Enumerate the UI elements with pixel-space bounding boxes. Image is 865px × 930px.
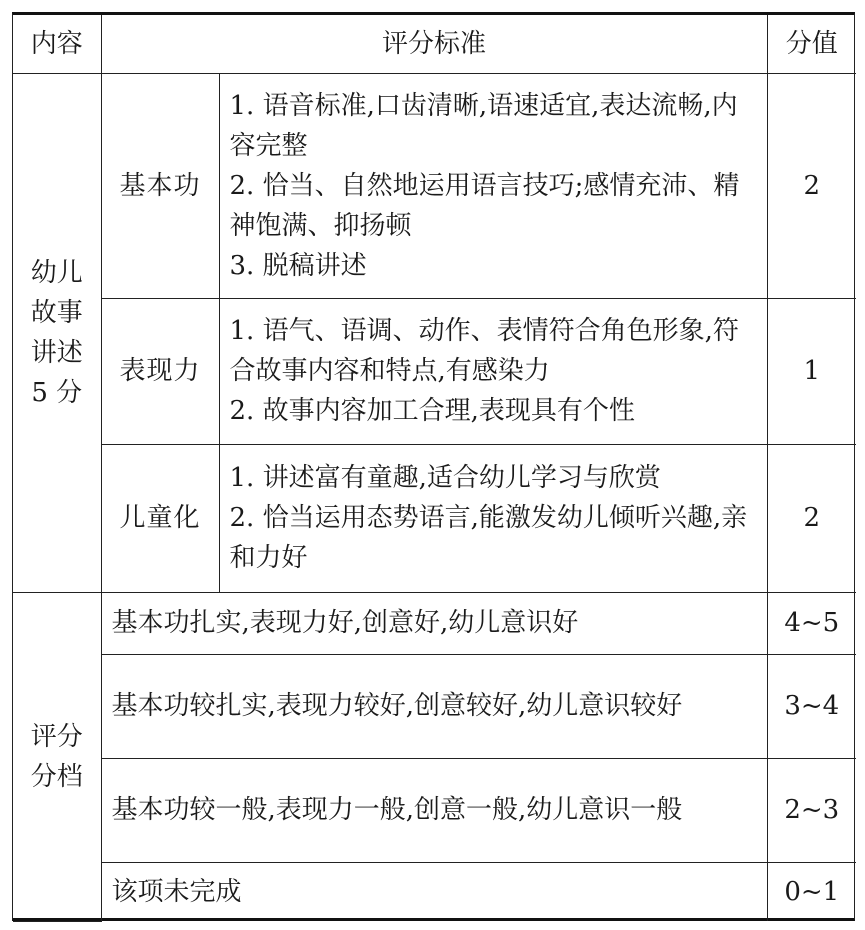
category-story-telling [13,73,101,592]
table-row [13,73,856,298]
criteria-item: 1. 讲述富有童趣,适合幼儿学习与欣赏 [229,463,661,493]
criteria-item: 2. 故事内容加工合理,表现具有个性 [229,396,635,426]
band-description: 该项未完成 [101,862,767,921]
header-row [13,15,856,73]
table-row [13,298,856,444]
criteria-basic-skills [219,73,767,298]
table-row [13,444,856,592]
band-score: 0~1 [767,862,856,921]
scoring-rubric-table [12,12,855,921]
category-line: 评分 [30,721,83,752]
rubric-grid [13,15,856,922]
score-basic-skills: 2 [767,73,856,298]
criteria-child-orientation [219,444,767,592]
score-child-orientation: 2 [767,444,856,592]
band-description: 基本功较扎实,表现力较好,创意较好,幼儿意识较好 [101,654,767,758]
table-row [13,758,856,862]
header-score: 分值 [767,15,856,73]
band-description: 基本功较一般,表现力一般,创意一般,幼儿意识一般 [101,758,767,862]
aspect-basic-skills: 基本功 [101,73,219,298]
score-expressiveness: 1 [767,298,856,444]
category-line: 5 分 [31,377,83,408]
criteria-expressiveness [219,298,767,444]
band-score: 4~5 [767,592,856,654]
category-line: 幼儿 [30,257,83,288]
band-score: 2~3 [767,758,856,862]
table-row [13,862,856,921]
criteria-item: 1. 语音标准,口齿清晰,语速适宜,表达流畅,内容完整 [229,90,738,161]
criteria-item: 1. 语气、语调、动作、表情符合角色形象,符合故事内容和特点,有感染力 [229,316,739,386]
criteria-item: 3. 脱稿讲述 [229,250,367,281]
band-description: 基本功扎实,表现力好,创意好,幼儿意识好 [101,592,767,654]
category-grading-bands [13,592,101,921]
criteria-item: 2. 恰当、自然地运用语言技巧;感情充沛、精神饱满、抑扬顿 [229,170,740,241]
table-row [13,654,856,758]
category-line: 讲述 [30,337,83,368]
criteria-item: 2. 恰当运用态势语言,能激发幼儿倾听兴趣,亲和力好 [229,503,748,573]
aspect-child-orientation: 儿童化 [101,444,219,592]
band-score: 3~4 [767,654,856,758]
header-criteria: 评分标准 [101,15,767,73]
category-line: 分档 [30,761,83,792]
table-row [13,592,856,654]
header-content: 内容 [13,15,101,73]
category-line: 故事 [30,297,83,328]
aspect-expressiveness: 表现力 [101,298,219,444]
